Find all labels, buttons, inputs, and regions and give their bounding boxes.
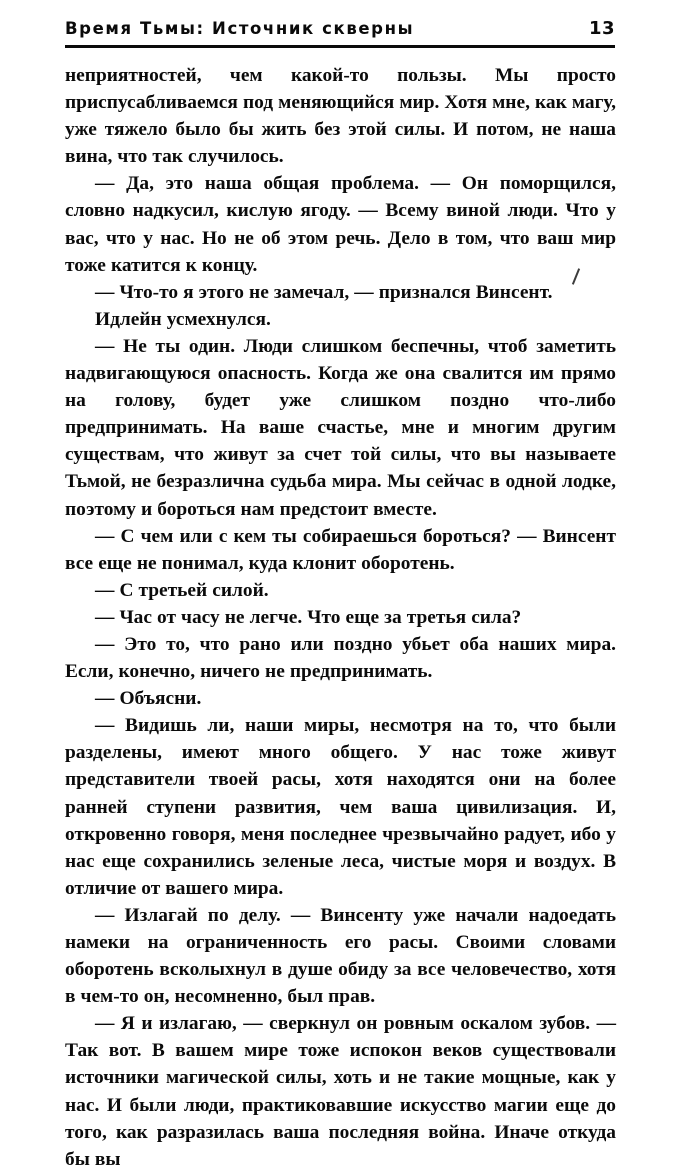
paragraph: — Час от часу не легче. Что еще за третья сила? [95,606,522,628]
paragraph: — Излагай по делу. — Винсенту уже начали надоедать намеки на ограниченность его расы. Своими словами оборотень всколыхнул в душе обиду за все человечество, хотя в чем-то он, несомненно, был прав. [65,904,616,1008]
paragraph: — Не ты один. Люди слишком беспечны, чтоб заметить надвигающуюся опасность. Когда же она свалится им прямо на голову, будет уже слишком поздно что-либо предпринимать. На ваше счастье, мне и многим другим существам, что живут за счет той силы, что вы называете Тьмой, не безразлична судьба мира. Мы сейчас в одной лодке, поэтому и бороться нам предстоит вместе. [65,335,616,520]
paragraph: — Видишь ли, наши миры, несмотря на то, что были разделены, имеют много общего. У нас тоже живут представители твоей расы, хотя находятся они на более ранней ступени развития, чем ваша цивилизация. И, откровенно говоря, меня последнее чрезвычайно радует, ибо у нас еще сохранились зеленые леса, чистые моря и воздух. В отличие от вашего мира. [65,715,616,899]
paragraph: — С третьей силой. [95,579,269,601]
paragraph: неприятностей, чем какой-то пользы. Мы просто приспусабливаемся под меняющийся мир. Хотя мне, как магу, уже тяжело было бы жить без этой силы. И потом, не наша вина, что так случилось. [65,65,616,168]
header-divider [65,45,615,48]
paragraph: — Объясни. [95,688,202,710]
page-number: 13 [588,18,615,39]
paragraph: — С чем или с кем ты собираешься бороться? — Винсент все еще не понимал, куда клонит оборотень. [65,525,616,574]
running-head [65,18,615,39]
book-title: Время Тьмы: Источник скверны [65,19,415,38]
paragraph: Идлейн усмехнулся. [95,308,271,330]
body-text [65,62,616,1173]
paragraph: — Я и излагаю, — сверкнул он ровным оскалом зубов. — Так вот. В вашем мире тоже испокон веков существовали источники магической силы, хоть и не такие мощные, как у нас. И были люди, практиковавшие искусство магии еще до того, как разразилась ваша последняя война. Иначе откуда бы вы [65,1013,616,1170]
paragraph: — Что-то я этого не замечал, — признался Винсент. [95,281,553,303]
paragraph: — Это то, что рано или поздно убьет оба наших мира. Если, конечно, ничего не предпринимать. [65,633,616,683]
paragraph: — Да, это наша общая проблема. — Он поморщился, словно надкусил, кислую ягоду. — Всему виной люди. Что у вас, что у нас. Но не об этом речь. Дело в том, что ваш мир тоже катится к концу. [65,173,616,276]
